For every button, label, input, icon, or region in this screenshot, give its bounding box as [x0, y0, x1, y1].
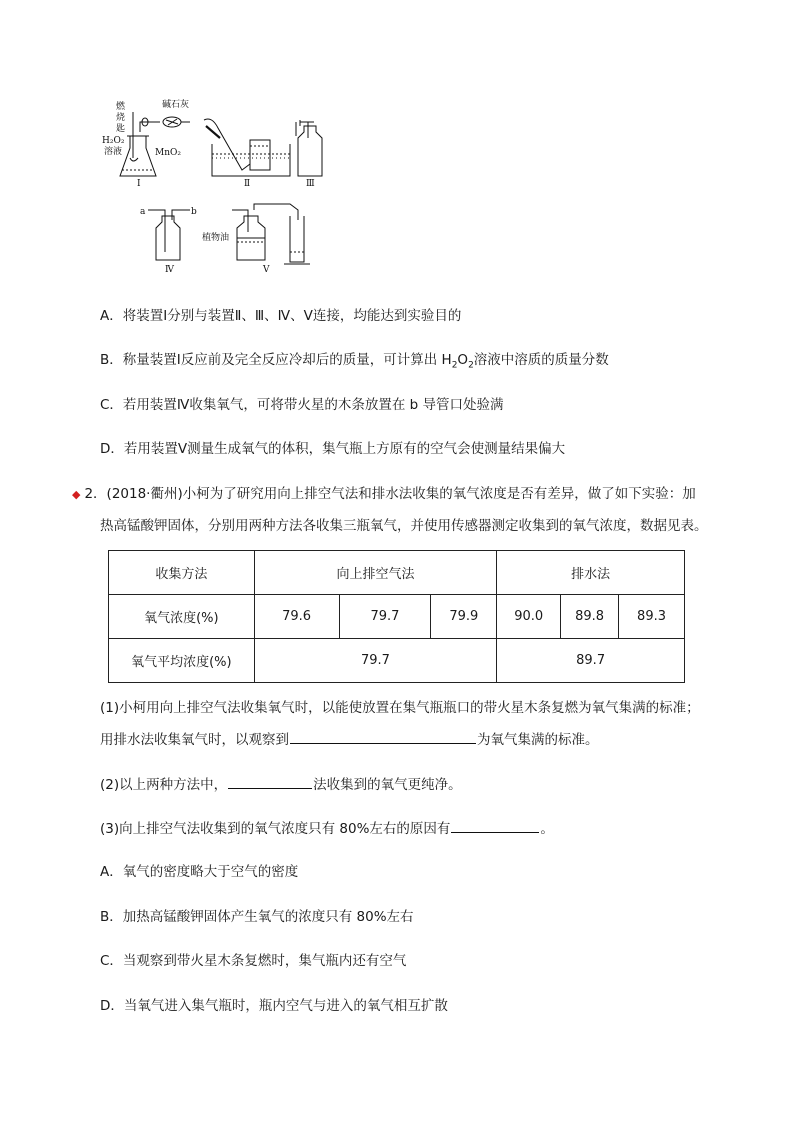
q1-option-b-part1: B．称量装置Ⅰ反应前及完全反应冷却后的质量，可计算出 H [100, 352, 452, 368]
table-header-upward-air: 向上排空气法 [254, 551, 497, 595]
table-row-label: 氧气平均浓度(%) [109, 639, 255, 683]
answer-blank-2[interactable] [228, 774, 312, 789]
table-row [109, 595, 685, 639]
data-table [108, 550, 685, 683]
label-vegetable-oil: 植物油 [202, 233, 230, 243]
water-trough-icon [204, 119, 290, 176]
table-header-row [109, 551, 685, 595]
label-port-b: b [191, 207, 197, 217]
diamond-icon: ◆ [72, 488, 81, 501]
apparatus-figure [100, 92, 340, 272]
label-solution: 溶液 [104, 147, 123, 157]
q1-option-b-part2: O [457, 352, 469, 368]
q3-option-a: A．氧气的密度略大于空气的密度 [100, 864, 299, 880]
table-cell: 89.3 [619, 595, 685, 639]
conical-flask-icon [120, 112, 190, 176]
sub-q1-line2 [100, 728, 599, 748]
q1-option-b-part3: 溶液中溶质的质量分数 [473, 352, 609, 368]
table-cell: 90.0 [497, 595, 561, 639]
sub-q2-post: 法收集到的氧气更纯净。 [313, 777, 462, 793]
label-port-a: a [140, 207, 146, 217]
table-header-method: 收集方法 [109, 551, 255, 595]
sub-q3-pre: (3)向上排空气法收集到的氧气浓度只有 80%左右的原因有 [100, 821, 451, 837]
label-burning-spoon-2: 烧 [116, 113, 126, 123]
q1-option-d: D．若用装置Ⅴ测量生成氧气的体积，集气瓶上方原有的空气会使测量结果偏大 [100, 441, 566, 457]
label-soda-lime: 碱石灰 [162, 100, 190, 110]
label-h2o2: H₂O₂ [102, 136, 125, 146]
table-header-water: 排水法 [497, 551, 685, 595]
q1-option-a: A．将装置Ⅰ分别与装置Ⅱ、Ⅲ、Ⅳ、Ⅴ连接，均能达到实验目的 [100, 308, 462, 324]
table-row [109, 639, 685, 683]
sub-q3-line [100, 817, 554, 837]
sub-q1-line2-post: 为氧气集满的标准。 [477, 732, 599, 748]
label-mno2: MnO₂ [155, 148, 181, 158]
q3-option-c: C．当观察到带火星木条复燃时，集气瓶内还有空气 [100, 953, 407, 969]
q3-option-d: D．当氧气进入集气瓶时，瓶内空气与进入的氧气相互扩散 [100, 998, 448, 1014]
answer-blank-1[interactable] [290, 729, 476, 744]
q3-option-b: B．加热高锰酸钾固体产生氧气的浓度只有 80%左右 [100, 909, 414, 925]
table-cell: 79.7 [339, 595, 431, 639]
table-cell: 79.6 [254, 595, 339, 639]
q1-option-b-sub1: 2 [451, 360, 458, 371]
q1-option-c: C．若用装置Ⅳ收集氧气，可将带火星的木条放置在 b 导管口处验满 [100, 397, 504, 413]
label-device-4: Ⅳ [165, 265, 174, 272]
label-device-1: Ⅰ [137, 179, 141, 189]
q1-option-b-sub2: 2 [468, 360, 474, 371]
gas-bottle-icon [296, 120, 322, 176]
sub-q1-line1: (1)小柯用向上排空气法收集氧气时，以能使放置在集气瓶瓶口的带火星木条复燃为氧气集满的标准； [100, 700, 700, 716]
q1-option-b [100, 348, 609, 371]
sub-q1-line2-pre: 用排水法收集氧气时，以观察到 [100, 732, 289, 748]
table-row-label: 氧气浓度(%) [109, 595, 255, 639]
table-cell: 89.7 [497, 639, 685, 683]
sub-q2-pre: (2)以上两种方法中， [100, 777, 228, 793]
table-cell: 89.8 [561, 595, 619, 639]
sub-q2-line [100, 773, 462, 793]
table-cell: 79.7 [254, 639, 497, 683]
label-burning-spoon-1: 燃 [116, 102, 126, 112]
q2-stem-line2: 热高锰酸钾固体，分别用两种方法各收集三瓶氧气，并使用传感器测定收集到的氧气浓度，数据见表。 [100, 518, 708, 534]
q2-stem-text1: 2．(2018·衢州)小柯为了研究用向上排空气法和排水法收集的氧气浓度是否有差异，做了如下实验：加 [84, 486, 696, 502]
measuring-setup-icon [232, 204, 310, 264]
label-device-3: Ⅲ [306, 179, 315, 189]
sub-q3-post: 。 [540, 821, 554, 837]
label-burning-spoon-3: 匙 [116, 124, 126, 134]
table-cell: 79.9 [431, 595, 497, 639]
label-device-2: Ⅱ [244, 179, 251, 189]
label-device-5: Ⅴ [263, 265, 270, 272]
q2-stem-line1 [72, 482, 696, 502]
answer-blank-3[interactable] [451, 818, 539, 833]
two-tube-bottle-icon [148, 210, 190, 260]
